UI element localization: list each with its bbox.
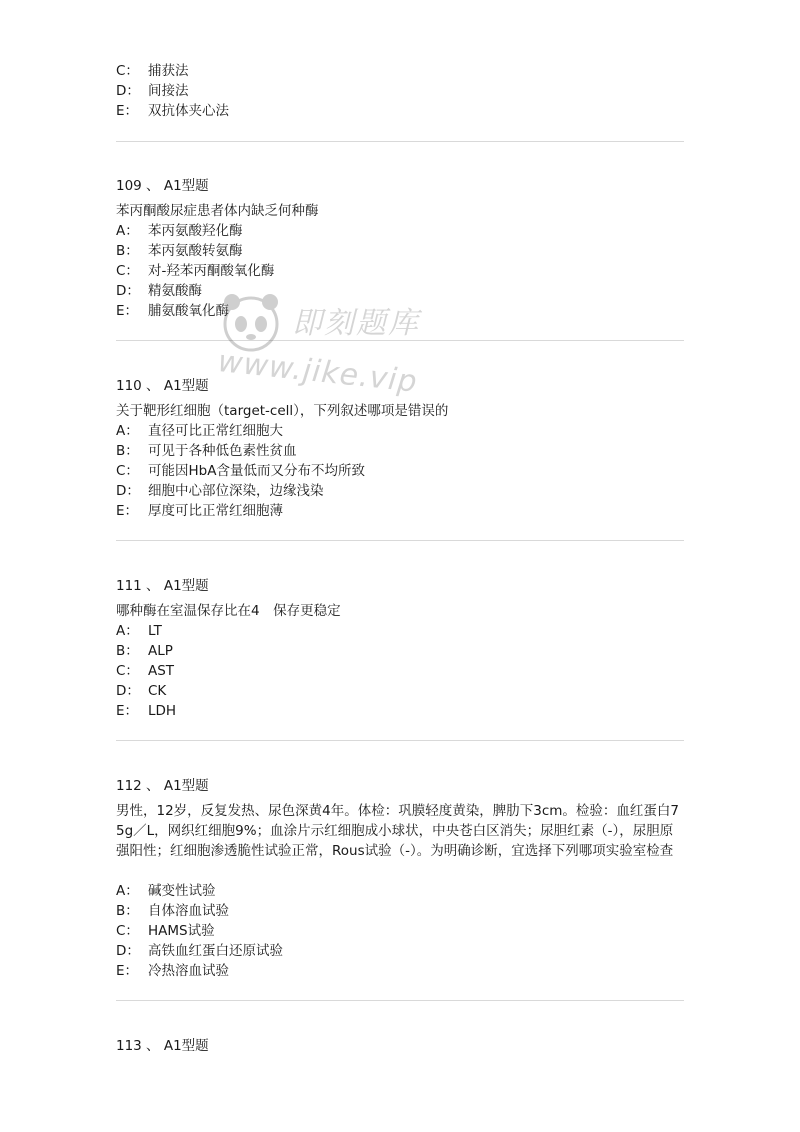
option-text: 捕获法 [148,63,189,79]
option-d [116,681,166,701]
option-key: E： [116,303,139,319]
option-c [116,461,365,481]
option-c [116,261,274,281]
option-text: 可见于各种低色素性贫血 [148,443,297,459]
question-stem: 关于靶形红细胞（target-cell），下列叙述哪项是错误的 [116,403,449,419]
divider [116,141,684,142]
question-header: 112 、 A1型题 [116,778,209,794]
option-text: 可能因HbA含量低而又分布不均所致 [148,463,365,479]
option-key: E： [116,963,139,979]
option-text: ALP [148,643,173,659]
option-text: 苯丙氨酸羟化酶 [148,223,243,239]
option-text: 对-羟苯丙酮酸氧化酶 [148,263,275,279]
option-text: 双抗体夹心法 [148,103,229,119]
option-text: 碱变性试验 [148,883,216,899]
question-header: 109 、 A1型题 [116,178,209,194]
option-a [116,621,162,641]
option-c [116,61,189,81]
option-e [116,501,283,521]
option-b [116,441,297,461]
option-key: D： [116,943,140,959]
option-e [116,301,229,321]
option-key: D： [116,283,140,299]
divider [116,340,684,341]
option-e [116,701,176,721]
option-b [116,241,243,261]
option-key: C： [116,263,139,279]
option-text: HAMS试验 [148,923,215,939]
option-b [116,641,173,661]
option-key: A： [116,223,139,239]
option-text: LT [148,623,162,639]
option-a [116,881,216,901]
option-text: 冷热溶血试验 [148,963,229,979]
panda-logo-icon [216,288,286,358]
option-key: E： [116,103,139,119]
option-key: C： [116,463,139,479]
option-c [116,661,174,681]
option-c [116,921,215,941]
option-text: 高铁血红蛋白还原试验 [148,943,283,959]
option-key: C： [116,63,139,79]
option-a [116,221,243,241]
option-key: B： [116,243,139,259]
watermark-brand-text: 即刻题库 [292,306,420,341]
watermark [210,288,430,400]
divider [116,540,684,541]
option-text: 间接法 [148,83,189,99]
option-text: 苯丙氨酸转氨酶 [148,243,243,259]
option-e [116,101,229,121]
question-header: 113 、 A1型题 [116,1038,209,1054]
option-key: E： [116,503,139,519]
question-stem: 苯丙酮酸尿症患者体内缺乏何种酶 [116,203,319,219]
option-key: A： [116,883,139,899]
option-text: 细胞中心部位深染，边缘浅染 [148,483,324,499]
question-header: 110 、 A1型题 [116,378,209,394]
option-text: CK [148,683,167,699]
option-key: A： [116,623,139,639]
option-text: 精氨酸酶 [148,283,202,299]
question-stem: 哪种酶在室温保存比在4 保存更稳定 [116,603,341,619]
option-b [116,901,229,921]
option-key: B： [116,903,139,919]
option-text: AST [148,663,175,679]
option-key: C： [116,663,139,679]
option-key: D： [116,83,140,99]
option-a [116,421,283,441]
option-d [116,481,324,501]
option-d [116,281,202,301]
option-key: C： [116,923,139,939]
option-d [116,941,283,961]
option-e [116,961,229,981]
option-key: B： [116,443,139,459]
divider [116,1000,684,1001]
question-header: 111 、 A1型题 [116,578,209,594]
option-key: E： [116,703,139,719]
option-key: D： [116,483,140,499]
question-stem: 男性，12岁，反复发热、尿色深黄4年。体检：巩膜轻度黄染，脾肋下3cm。检验：血红蛋白75g／L，网织红细胞9%；血涂片示红细胞成小球状，中央苍白区消失；尿胆红素（-），尿胆原强阳性；红细胞渗透脆性试验正常，Rous试验（-）。为明确诊断，宜选择下列哪项实验室检查 [116,803,680,859]
watermark-url-text: www.jike.vip [216,344,420,400]
option-text: 直径可比正常红细胞大 [148,423,283,439]
option-key: A： [116,423,139,439]
option-d [116,81,189,101]
option-text: 自体溶血试验 [148,903,229,919]
option-text: 脯氨酸氧化酶 [148,303,229,319]
option-key: B： [116,643,139,659]
option-key: D： [116,683,140,699]
divider [116,740,684,741]
option-text: 厚度可比正常红细胞薄 [148,503,283,519]
option-text: LDH [148,703,177,719]
